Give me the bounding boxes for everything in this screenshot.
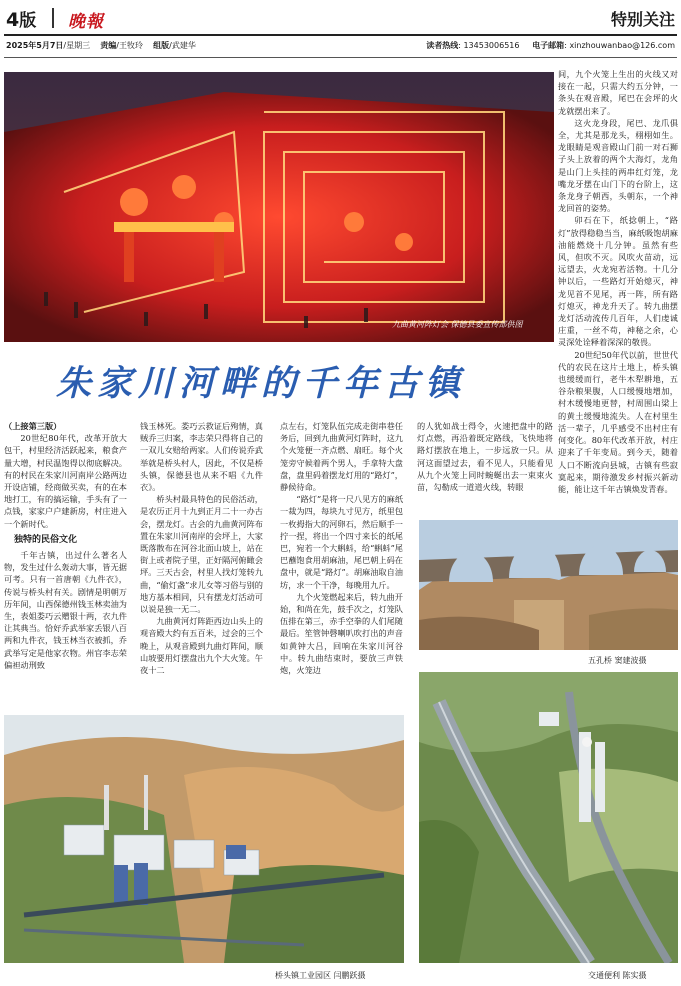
paragraph: 点左右，灯笼队伍完成走街串巷任务后，回到九曲黄河灯阵时，这九个火笼便一齐点燃、扇旺。每个火笼旁守候着两个男人，手拿特大盘盘，盘里码着摆龙灯用的“路灯”，静候待命。 [280, 421, 403, 493]
top-photo-caption: 九曲黄河阵灯会 保德县委宣传部供图 [392, 320, 523, 329]
info-rule [4, 57, 677, 58]
subheading: 独特的民俗文化 [14, 534, 78, 545]
designer-name: 武建华 [171, 41, 196, 50]
masthead-divider [52, 8, 54, 28]
hotline-label: 读者热线 [426, 41, 459, 50]
paragraph: 千年古镇，出过什么著名人物，发生过什么轰动大事，皆无据可考。只有一首唐朝《九件衣》，传说与桥头村有关。剧情是明朝万历年间，山西保德州钱玉林卖油为生，表姐娄巧云赠银十两，衣九件让其典当。恰好乔武举家丢银八百两和九件衣，钱玉林当衣被抓，乔武举写定是他家衣物。州官李志荣偏袒动刑致 [4, 550, 127, 670]
masthead [0, 0, 681, 38]
continued-note: （上接第三版） [4, 421, 62, 431]
designer-label: 组版 [153, 41, 170, 50]
highway-photo-caption: 交通便利 陈实摄 [588, 971, 647, 980]
email-label: 电子邮箱 [532, 41, 565, 50]
paragraph: 钱玉林死。娄巧云救证后殉情，真贼乔三归案，李志荣只得将自己的一双儿女赔给两家。人们传说乔武举就是桥头村人，因此，不仅是桥头镇，保德县也从来不唱《九件衣》。 [140, 421, 263, 493]
issue-weekday: 星期三 [66, 41, 91, 50]
body-column-2 [140, 420, 263, 702]
industrial-park-photo [4, 715, 404, 963]
paragraph: 九曲黄河灯阵距西边山头上的观音殿大约有五百米，过会的三个晚上，从观音殿到九曲灯阵间，顺山坡要用灯摆盘出九个大火笼。午夜十二 [140, 616, 263, 676]
article-headline: 朱家川河畔的千年古镇 [56, 363, 467, 404]
body-column-4 [417, 420, 553, 520]
hotline-number: 13453006516 [463, 41, 520, 50]
paragraph: 20世纪80年代，改革开放大包干，村里经济活跃起来，粮食产量大增，村民温饱得以彻底解决。有的村民在朱家川河南岸公路两边开设店铺，经商做买卖，有的在本地打工，有的搞运输，手头有了一点钱，家家户户建新房，村庄进入一个新时代。 [4, 433, 127, 529]
header-rule [4, 34, 677, 36]
right-column-text [558, 68, 678, 508]
paragraph: 桥头村最具特色的民俗活动，是农历正月十九到正月二十一办古会，摆龙灯。古会的九曲黄河阵布置在朱家川河南岸的会坪上，大家既落散布在河谷北面山坡上，站在街上或者院子里，正好隔河俯瞰会坪。三天古会，村里人找灯笼转九曲，“偷灯盏”求儿女等习俗与别的地方基本相同，只有摆龙灯活动可以说是独一无二。 [140, 494, 263, 615]
email-address: xinzhouwanbao@126.com [569, 41, 675, 50]
paragraph: 这火龙身段，尾巴、龙爪俱全，尤其是那龙头，栩栩如生。龙眼睛是观音殿山门前一对石狮子头上放着的两个大海灯，龙角是山门上头挂的两串红灯笼，龙嘴龙牙摆在山门下的台阶上，这条龙身子朝西，头朝东，一个神龙回首的姿势。 [558, 117, 678, 214]
paragraph: “路灯”是将一尺八见方的麻纸一裁为四，每块九寸见方，纸里包一枚拇指大的河卵石，然后顺手一拧一捏，将出一个四寸来长的纸尾巴，宛若一个大蝌蚪，给“蝌蚪”尾巴蘸饱食用胡麻油，尾巴朝上码在盘中，就是“路灯”。胡麻油取自油坊，求一个干净，每晚用九斤。 [280, 494, 403, 590]
page-number: 4版 [6, 9, 37, 31]
paragraph: 20世纪50年代以前，世世代代的农民在这片土地上，桥头镇也缓缓而行，老牛木犁耕地，五谷杂粮果腹，人口缓慢地增加，村木缓慢地更替，村周围山梁上的黄土缓慢地流失。人在村里生活一辈子，几乎感受不出村庄有何变化。80年代改革开放，村庄迎来了千年变局。到今天，随着人口不断流向县城，古镇有些寂寞起来，期待激发乡村振兴新动能，能让这千年古镇焕发青春。 [558, 349, 678, 494]
contact-info: 读者热线: 13453006516 电子邮箱: xinzhouwanbao@126.com [426, 41, 675, 50]
body-column-1 [4, 420, 127, 702]
highway-photo [419, 672, 678, 963]
lantern-festival-photo [4, 72, 554, 342]
editor-name: 王牧玲 [118, 41, 143, 50]
issue-info: 2025年5月7日/星期三 责编/王牧玲 组版/武建华 [6, 41, 196, 50]
paragraph: 的人犹如战士得令，火速把盘中的路灯点燃，再沿着既定路线，飞快地将路灯摆放在地上，一步远放一只。从河这面望过去，看不见人，只能看见从九个火笼上同时蜿蜒出去一束束火苗，勾勒成一道道火线，转眼 [417, 421, 553, 493]
five-arch-bridge-photo [419, 520, 678, 650]
paragraph: 卯石在下，纸捻朝上，“路灯”放得稳稳当当，麻纸吸饱胡麻油能燃烧十几分钟。虽然有些风，但吹不灭。风吹火苗动，远远望去，火龙宛若活物。十几分钟以后，一些路灯开始熄灭，神龙见首不见尾，再一阵，所有路灯熄灭，神龙升天了。转九曲摆龙灯活动流传几百年，人们虔诚庄重，一丝不苟，神秘之余，心灵深处诠释着深深的敬畏。 [558, 215, 678, 348]
paragraph: 九个火笼燃起来后，转九曲开始，和尚在先，鼓手次之，灯笼队伍排在第三，赤手空拳的人们尾随最后。笙管钟磬喇叭吹打出的声音如黄钟大吕，回响在朱家川河谷中。转九曲结束时，要放三声铁炮，火笼边 [280, 591, 403, 676]
info-bar [6, 40, 675, 54]
industrial-photo-caption: 桥头镇工业园区 闫鹏跃摄 [275, 971, 366, 980]
bridge-photo-caption: 五孔桥 窦建波摄 [588, 656, 647, 665]
body-column-3 [280, 420, 403, 702]
newspaper-logo: 晚報 [68, 12, 104, 32]
editor-label: 责编 [100, 41, 117, 50]
section-title: 特别关注 [610, 10, 675, 29]
paragraph: 间，九个火笼上生出的火线又对接在一起，只需大约五分钟，一条头在观音殿，尾巴在会坪的火龙就摆出来了。 [558, 69, 678, 116]
issue-date: 2025年5月7日 [6, 41, 64, 50]
